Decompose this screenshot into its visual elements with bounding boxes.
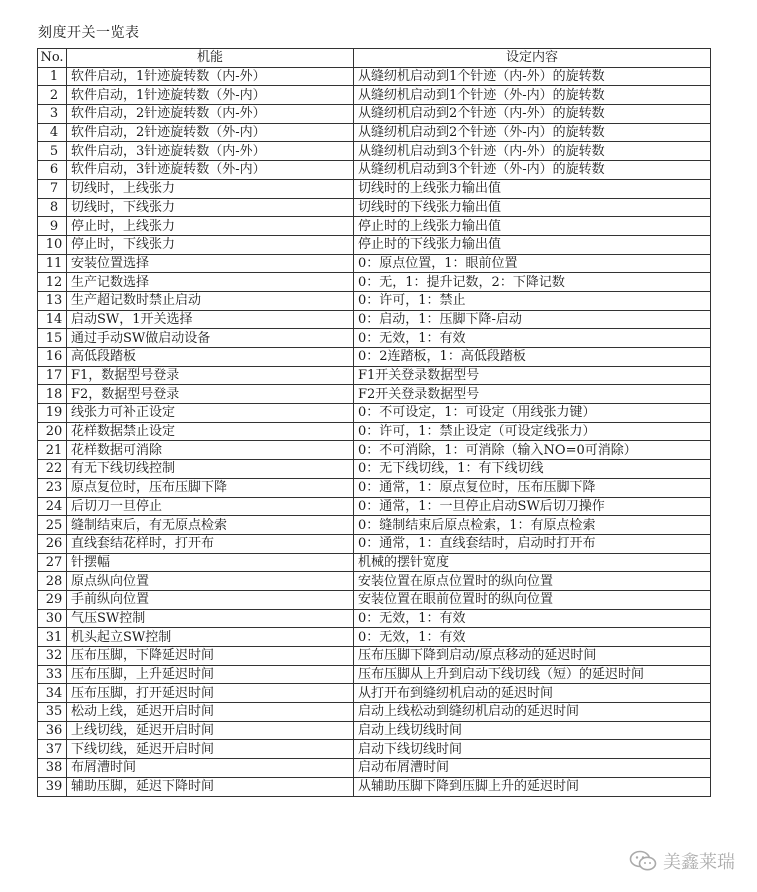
- row-setting: 启动布屑漕时间: [354, 759, 711, 778]
- row-setting: 从缝纫机启动到1个针迹（外-内）的旋转数: [354, 86, 711, 105]
- row-function: 软件启动，2针迹旋转数（内-外）: [67, 105, 354, 124]
- row-setting: 0：无，1：提升记数，2：下降记数: [354, 273, 711, 292]
- table-row: [38, 721, 711, 740]
- table-row: [38, 161, 711, 180]
- table-row: [38, 67, 711, 86]
- header-function: 机能: [67, 49, 354, 68]
- row-setting: 0：通常，1：一旦停止启动SW后切刀操作: [354, 497, 711, 516]
- header-no: No.: [38, 49, 67, 68]
- row-function: 原点复位时，压布压脚下降: [67, 478, 354, 497]
- table-row: [38, 105, 711, 124]
- header-setting: 设定内容: [354, 49, 711, 68]
- table-header-row: [38, 49, 711, 68]
- row-setting: 切线时的下线张力输出值: [354, 198, 711, 217]
- row-number: 22: [38, 460, 67, 479]
- row-setting: 从缝纫机启动到3个针迹（外-内）的旋转数: [354, 161, 711, 180]
- row-setting: 0：原点位置，1：眼前位置: [354, 254, 711, 273]
- table-row: [38, 497, 711, 516]
- document-title: 刻度开关一览表: [38, 25, 140, 41]
- row-number: 16: [38, 348, 67, 367]
- row-number: 39: [38, 777, 67, 796]
- row-number: 18: [38, 385, 67, 404]
- row-setting: 压布压脚从上升到启动下线切线（短）的延迟时间: [354, 665, 711, 684]
- row-number: 4: [38, 123, 67, 142]
- row-setting: 0：启动，1：压脚下降-启动: [354, 310, 711, 329]
- row-function: 气压SW控制: [67, 609, 354, 628]
- table-row: [38, 179, 711, 198]
- table-row: [38, 385, 711, 404]
- row-setting: F1开关登录数据型号: [354, 366, 711, 385]
- table-row: [38, 628, 711, 647]
- row-number: 31: [38, 628, 67, 647]
- row-number: 3: [38, 105, 67, 124]
- row-number: 32: [38, 647, 67, 666]
- row-function: 生产记数选择: [67, 273, 354, 292]
- row-setting: F2开关登录数据型号: [354, 385, 711, 404]
- row-function: 针摆幅: [67, 553, 354, 572]
- row-setting: 切线时的上线张力输出值: [354, 179, 711, 198]
- wechat-icon: [629, 850, 657, 872]
- row-function: 松动上线，延迟开启时间: [67, 703, 354, 722]
- row-setting: 启动上线松动到缝纫机启动的延迟时间: [354, 703, 711, 722]
- row-setting: 0：无效，1：有效: [354, 609, 711, 628]
- row-setting: 停止时的上线张力输出值: [354, 217, 711, 236]
- row-number: 29: [38, 590, 67, 609]
- row-function: 有无下线切线控制: [67, 460, 354, 479]
- row-number: 10: [38, 235, 67, 254]
- row-function: 生产超记数时禁止启动: [67, 291, 354, 310]
- row-number: 38: [38, 759, 67, 778]
- row-setting: 0：无效，1：有效: [354, 628, 711, 647]
- row-number: 30: [38, 609, 67, 628]
- table-row: [38, 310, 711, 329]
- table-row: [38, 441, 711, 460]
- table-row: [38, 553, 711, 572]
- table-row: [38, 647, 711, 666]
- row-function: F2，数据型号登录: [67, 385, 354, 404]
- row-function: 软件启动，1针迹旋转数（外-内）: [67, 86, 354, 105]
- row-setting: 机械的摆针宽度: [354, 553, 711, 572]
- row-function: 下线切线，延迟开启时间: [67, 740, 354, 759]
- row-number: 20: [38, 422, 67, 441]
- table-row: [38, 142, 711, 161]
- row-number: 5: [38, 142, 67, 161]
- row-setting: 0：无下线切线，1：有下线切线: [354, 460, 711, 479]
- table-row: [38, 740, 711, 759]
- row-number: 26: [38, 534, 67, 553]
- row-function: 花样数据可消除: [67, 441, 354, 460]
- row-setting: 0：无效，1：有效: [354, 329, 711, 348]
- table-row: [38, 460, 711, 479]
- row-number: 7: [38, 179, 67, 198]
- table-row: [38, 235, 711, 254]
- table-row: [38, 534, 711, 553]
- row-setting: 0：通常，1：原点复位时，压布压脚下降: [354, 478, 711, 497]
- row-number: 35: [38, 703, 67, 722]
- watermark-text: 美鑫莱瑞: [663, 852, 735, 873]
- row-setting: 安装位置在原点位置时的纵向位置: [354, 572, 711, 591]
- table-row: [38, 684, 711, 703]
- row-setting: 0：许可，1：禁止: [354, 291, 711, 310]
- table-row: [38, 777, 711, 796]
- table-body: [38, 67, 711, 796]
- table-row: [38, 572, 711, 591]
- table-row: [38, 217, 711, 236]
- row-function: 软件启动，3针迹旋转数（内-外）: [67, 142, 354, 161]
- row-function: 切线时，下线张力: [67, 198, 354, 217]
- table-row: [38, 478, 711, 497]
- row-setting: 从缝纫机启动到3个针迹（内-外）的旋转数: [354, 142, 711, 161]
- row-setting: 压布压脚下降到启动/原点移动的延迟时间: [354, 647, 711, 666]
- row-setting: 启动下线切线时间: [354, 740, 711, 759]
- switch-table: [37, 48, 711, 797]
- table-row: [38, 422, 711, 441]
- row-function: 花样数据禁止设定: [67, 422, 354, 441]
- row-setting: 从打开布到缝纫机启动的延迟时间: [354, 684, 711, 703]
- row-function: 辅助压脚，延迟下降时间: [67, 777, 354, 796]
- row-function: 通过手动SW做启动设备: [67, 329, 354, 348]
- row-number: 19: [38, 404, 67, 423]
- table-row: [38, 273, 711, 292]
- row-number: 1: [38, 67, 67, 86]
- row-number: 2: [38, 86, 67, 105]
- row-function: 压布压脚，下降延迟时间: [67, 647, 354, 666]
- row-number: 37: [38, 740, 67, 759]
- row-number: 34: [38, 684, 67, 703]
- row-function: 原点纵向位置: [67, 572, 354, 591]
- row-setting: 0：不可设定，1：可设定（用线张力键）: [354, 404, 711, 423]
- row-setting: 停止时的下线张力输出值: [354, 235, 711, 254]
- row-number: 14: [38, 310, 67, 329]
- row-setting: 启动上线切线时间: [354, 721, 711, 740]
- row-function: F1，数据型号登录: [67, 366, 354, 385]
- row-number: 12: [38, 273, 67, 292]
- row-number: 36: [38, 721, 67, 740]
- table-row: [38, 609, 711, 628]
- row-function: 线张力可补正设定: [67, 404, 354, 423]
- row-number: 25: [38, 516, 67, 535]
- row-function: 布屑漕时间: [67, 759, 354, 778]
- table-row: [38, 348, 711, 367]
- row-function: 上线切线，延迟开启时间: [67, 721, 354, 740]
- row-function: 机头起立SW控制: [67, 628, 354, 647]
- row-number: 23: [38, 478, 67, 497]
- row-setting: 0：许可，1：禁止设定（可设定线张力）: [354, 422, 711, 441]
- row-number: 24: [38, 497, 67, 516]
- row-number: 33: [38, 665, 67, 684]
- row-number: 17: [38, 366, 67, 385]
- row-number: 9: [38, 217, 67, 236]
- row-setting: 0：2连踏板，1：高低段踏板: [354, 348, 711, 367]
- row-number: 8: [38, 198, 67, 217]
- row-number: 13: [38, 291, 67, 310]
- table-row: [38, 254, 711, 273]
- table-row: [38, 703, 711, 722]
- row-setting: 从缝纫机启动到1个针迹（内-外）的旋转数: [354, 67, 711, 86]
- row-number: 28: [38, 572, 67, 591]
- table-row: [38, 590, 711, 609]
- table-row: [38, 366, 711, 385]
- row-number: 27: [38, 553, 67, 572]
- row-function: 直线套结花样时，打开布: [67, 534, 354, 553]
- row-function: 安装位置选择: [67, 254, 354, 273]
- row-setting: 从缝纫机启动到2个针迹（内-外）的旋转数: [354, 105, 711, 124]
- row-function: 压布压脚，打开延迟时间: [67, 684, 354, 703]
- row-setting: 从缝纫机启动到2个针迹（外-内）的旋转数: [354, 123, 711, 142]
- row-number: 11: [38, 254, 67, 273]
- row-function: 高低段踏板: [67, 348, 354, 367]
- row-function: 压布压脚，上升延迟时间: [67, 665, 354, 684]
- table-row: [38, 759, 711, 778]
- row-number: 6: [38, 161, 67, 180]
- table-row: [38, 516, 711, 535]
- row-number: 21: [38, 441, 67, 460]
- row-function: 手前纵向位置: [67, 590, 354, 609]
- row-function: 软件启动，3针迹旋转数（外-内）: [67, 161, 354, 180]
- row-function: 后切刀一旦停止: [67, 497, 354, 516]
- row-function: 停止时，上线张力: [67, 217, 354, 236]
- row-setting: 0：通常，1：直线套结时，启动时打开布: [354, 534, 711, 553]
- row-function: 切线时，上线张力: [67, 179, 354, 198]
- table-row: [38, 86, 711, 105]
- row-number: 15: [38, 329, 67, 348]
- watermark: [629, 848, 735, 874]
- table-row: [38, 198, 711, 217]
- row-setting: 安装位置在眼前位置时的纵向位置: [354, 590, 711, 609]
- row-setting: 0：缝制结束后原点检索，1：有原点检索: [354, 516, 711, 535]
- table-row: [38, 665, 711, 684]
- row-function: 启动SW，1开关选择: [67, 310, 354, 329]
- row-setting: 0：不可消除，1：可消除（输入NO=0可消除）: [354, 441, 711, 460]
- table-row: [38, 123, 711, 142]
- table-row: [38, 404, 711, 423]
- row-function: 软件启动，2针迹旋转数（外-内）: [67, 123, 354, 142]
- row-function: 缝制结束后，有无原点检索: [67, 516, 354, 535]
- row-setting: 从辅助压脚下降到压脚上升的延迟时间: [354, 777, 711, 796]
- table-row: [38, 291, 711, 310]
- row-function: 软件启动，1针迹旋转数（内-外）: [67, 67, 354, 86]
- table-row: [38, 329, 711, 348]
- row-function: 停止时，下线张力: [67, 235, 354, 254]
